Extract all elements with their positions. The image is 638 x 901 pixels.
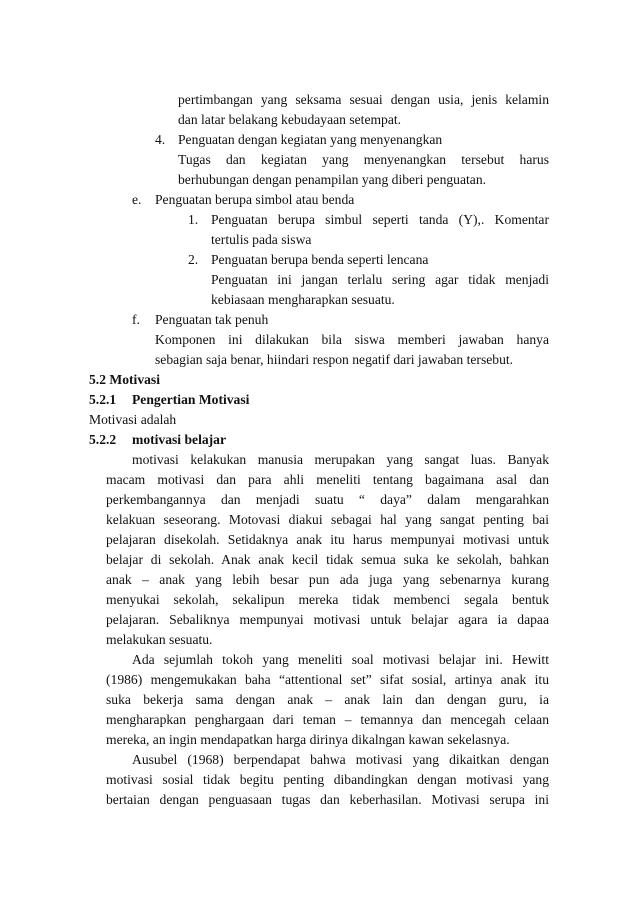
list-number: 2. <box>188 252 199 267</box>
list-number: 4. <box>155 132 166 147</box>
paragraph-line: bertaian dengan penguasaan tugas dan keberhasilan. Motivasi serupa ini <box>106 792 549 807</box>
text-line: dan latar belakang kebudayaan setempat. <box>178 112 402 127</box>
paragraph-line: Ausubel (1968) berpendapat bahwa motivasi yang dikaitkan dengan <box>132 752 549 767</box>
text-line: Tugas dan kegiatan yang menyenangkan tersebut harus <box>178 152 549 167</box>
text-line: pertimbangan yang seksama sesuai dengan usia, jenis kelamin <box>178 92 549 107</box>
paragraph-line: macam motivasi dan para ahli meneliti tentang bagaimana asal dan <box>106 472 549 487</box>
text-line: Komponen ini dilakukan bila siswa memberi jawaban hanya <box>155 332 549 347</box>
paragraph-line: kelakuan seseorang. Motovasi diakui sebagai hal yang sangat penting bai <box>106 512 549 527</box>
paragraph-line: melakukan sesuatu. <box>106 632 213 647</box>
text-line: sebagian saja benar, hiindari respon negatif dari jawaban tersebut. <box>155 352 514 367</box>
subsection-heading: Pengertian Motivasi <box>132 392 250 407</box>
paragraph-line: perkembangannya dan menjadi suatu “ daya” dalam mengarahkan <box>106 492 549 507</box>
text-line: kebiasaan mengharapkan sesuatu. <box>211 292 395 307</box>
paragraph-line: motivasi sosial tidak begitu penting dibandingkan dengan motivasi yang <box>106 772 549 787</box>
list-item-heading: Penguatan tak penuh <box>155 312 269 327</box>
list-letter: f. <box>132 312 140 327</box>
list-number: 1. <box>188 212 199 227</box>
subsection-heading: motivasi belajar <box>132 432 227 447</box>
list-letter: e. <box>132 192 142 207</box>
paragraph-line: mereka, an ingin mendapatkan harga dirinya dikalngan kawan sekelasnya. <box>106 732 510 747</box>
list-item-heading: Penguatan berupa benda seperti lencana <box>211 252 429 267</box>
paragraph-line: pelajaran disekolah. Setidaknya anak itu harus mempunyai motivasi untuk <box>106 532 549 547</box>
paragraph-line: Ada sejumlah tokoh yang meneliti soal motivasi belajar ini. Hewitt <box>132 652 549 667</box>
paragraph-line: menyukai sekolah, sekalipun mereka tidak membenci segala bentuk <box>106 592 549 607</box>
subsection-number: 5.2.2 <box>89 432 117 447</box>
text-line: tertulis pada siswa <box>211 232 312 247</box>
text-line: berhubungan dengan penampilan yang diberi penguatan. <box>178 172 487 187</box>
subsection-number: 5.2.1 <box>89 392 117 407</box>
paragraph-line: belajar di sekolah. Anak anak kecil tidak semua suka ke sekolah, bahkan <box>106 552 549 567</box>
paragraph-line: pelajaran. Sebaliknya mempunyai motivasi untuk belajar agara ia dapaa <box>106 612 549 627</box>
paragraph-line: mengharapkan penghargaan dari teman – temannya dan mencegah celaan <box>106 712 549 727</box>
section-heading: 5.2 Motivasi <box>89 372 160 387</box>
paragraph-line: (1986) mengemukakan baha “attentional set” sifat sosial, artinya anak itu <box>106 672 549 687</box>
text-line: Penguatan berupa simbul seperti tanda (Y),. Komentar <box>211 212 549 227</box>
list-item-heading: Penguatan dengan kegiatan yang menyenangkan <box>178 132 443 147</box>
paragraph-line: suka bekerja sama dengan anak – anak lain dan dengan guru, ia <box>106 692 549 707</box>
paragraph-line: anak – anak yang lebih besar pun ada juga yang sebenarnya kurang <box>106 572 549 587</box>
paragraph-line: motivasi kelakukan manusia merupakan yang sangat luas. Banyak <box>132 452 549 467</box>
text-line: Motivasi adalah <box>89 412 177 427</box>
list-item-heading: Penguatan berupa simbol atau benda <box>155 192 355 207</box>
text-line: Penguatan ini jangan terlalu sering agar tidak menjadi <box>211 272 549 287</box>
